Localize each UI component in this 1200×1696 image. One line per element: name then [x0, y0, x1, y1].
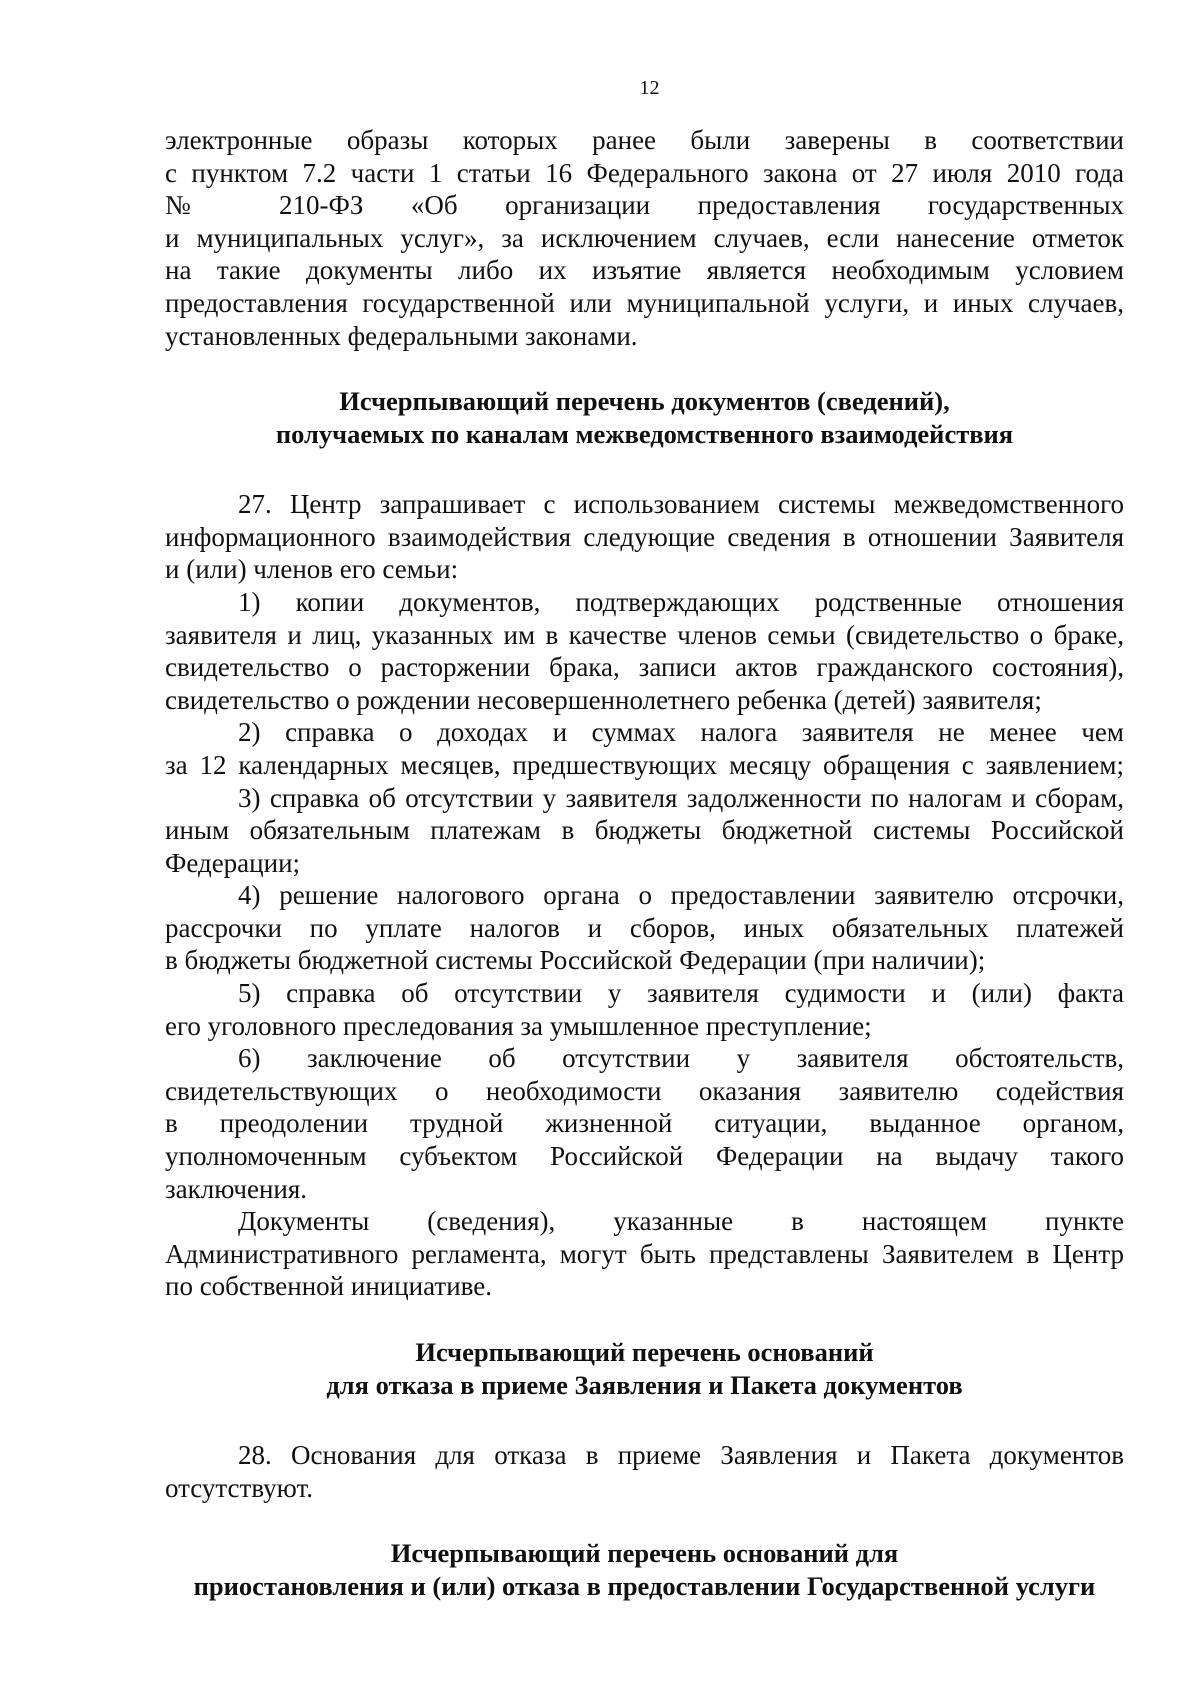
text-line: Документы (сведения), указанные в настоящем пункте: [238, 1206, 1124, 1237]
text-line: 6) заключение об отсутствии у заявителя обстоятельств,: [238, 1043, 1124, 1074]
list-item-4: [165, 879, 1124, 977]
intro-paragraph: [165, 124, 1124, 352]
text-line: Административного регламента, могут быть представлены Заявителем в Центр: [165, 1238, 1124, 1269]
text-line: в бюджеты бюджетной системы Российской Федерации (при наличии);: [165, 945, 986, 976]
text-line: 3) справка об отсутствии у заявителя задолженности по налогам и сборам,: [238, 782, 1124, 813]
list-item-6: [165, 1042, 1124, 1205]
section-heading-suspension-grounds: [165, 1537, 1124, 1603]
text-line: Федерации;: [165, 847, 301, 878]
heading-line: получаемых по каналам межведомственного взаимодействия: [275, 419, 1014, 450]
heading-line: приостановления и (или) отказа в предоставлении Государственной услуги: [193, 1571, 1096, 1602]
section-heading-interagency-documents: [165, 385, 1124, 451]
text-line: установленных федеральными законами.: [165, 320, 638, 351]
list-item-2: [165, 716, 1124, 781]
paragraph-27: [165, 488, 1124, 1303]
text-line: заключения.: [165, 1173, 308, 1204]
text-line: 28. Основания для отказа в приеме Заявления и Пакета документов: [238, 1440, 1124, 1470]
text-line: за 12 календарных месяцев, предшествующих месяцу обращения с заявлением;: [165, 749, 1124, 780]
paragraph-27-closing: [165, 1205, 1124, 1303]
heading-line: Исчерпывающий перечень оснований для: [390, 1538, 899, 1569]
heading-line: для отказа в приеме Заявления и Пакета документов: [326, 1370, 963, 1400]
text-line: его уголовного преследования за умышленное преступление;: [165, 1010, 872, 1041]
page-number: 12: [639, 77, 660, 99]
heading-line: Исчерпывающий перечень оснований: [415, 1337, 874, 1367]
text-line: предоставления государственной или муниципальной услуги, и иных случаев,: [165, 287, 1124, 318]
heading-line: Исчерпывающий перечень документов (сведений),: [339, 386, 950, 417]
text-line: 4) решение налогового органа о предоставлении заявителю отсрочки,: [238, 880, 1124, 911]
text-line: по собственной инициативе.: [165, 1271, 492, 1302]
text-line: на такие документы либо их изъятие является необходимым условием: [165, 255, 1124, 286]
text-line: 1) копии документов, подтверждающих родственные отношения: [238, 586, 1124, 617]
text-line: заявителя и лиц, указанных им в качестве членов семьи (свидетельство о браке,: [165, 619, 1124, 650]
text-line: уполномоченным субъектом Российской Федерации на выдачу такого: [165, 1141, 1124, 1172]
text-line: в преодолении трудной жизненной ситуации, выданное органом,: [165, 1108, 1124, 1139]
section-heading-refusal-grounds: [165, 1336, 1124, 1402]
document-body: [165, 124, 1124, 1603]
text-line: свидетельство о рождении несовершеннолетнего ребенка (детей) заявителя;: [165, 684, 1042, 715]
text-line: электронные образы которых ранее были заверены в соответствии: [165, 125, 1124, 155]
text-line: и (или) членов его семьи:: [165, 554, 459, 585]
paragraph-28: [165, 1439, 1124, 1504]
text-line: 2) справка о доходах и суммах налога заявителя не менее чем: [238, 717, 1124, 748]
text-line: рассрочки по уплате налогов и сборов, иных обязательных платежей: [165, 912, 1124, 943]
text-line: № 210-ФЗ «Об организации предоставления государственных: [165, 190, 1124, 221]
text-line: информационного взаимодействия следующие сведения в отношении Заявителя: [165, 521, 1124, 552]
list-item-3: [165, 782, 1124, 880]
text-line: свидетельство о расторжении брака, записи актов гражданского состояния),: [165, 652, 1124, 683]
text-line: 27. Центр запрашивает с использованием системы межведомственного: [238, 489, 1124, 520]
text-line: отсутствуют.: [165, 1472, 313, 1503]
text-line: свидетельствующих о необходимости оказания заявителю содействия: [165, 1075, 1124, 1106]
list-item-1: [165, 586, 1124, 716]
text-line: иным обязательным платежам в бюджеты бюджетной системы Российской: [165, 815, 1124, 846]
text-line: и муниципальных услуг», за исключением случаев, если нанесение отметок: [165, 222, 1124, 253]
text-line: с пунктом 7.2 части 1 статьи 16 Федерального закона от 27 июля 2010 года: [165, 157, 1124, 188]
text-line: 5) справка об отсутствии у заявителя судимости и (или) факта: [238, 978, 1124, 1009]
list-item-5: [165, 977, 1124, 1042]
